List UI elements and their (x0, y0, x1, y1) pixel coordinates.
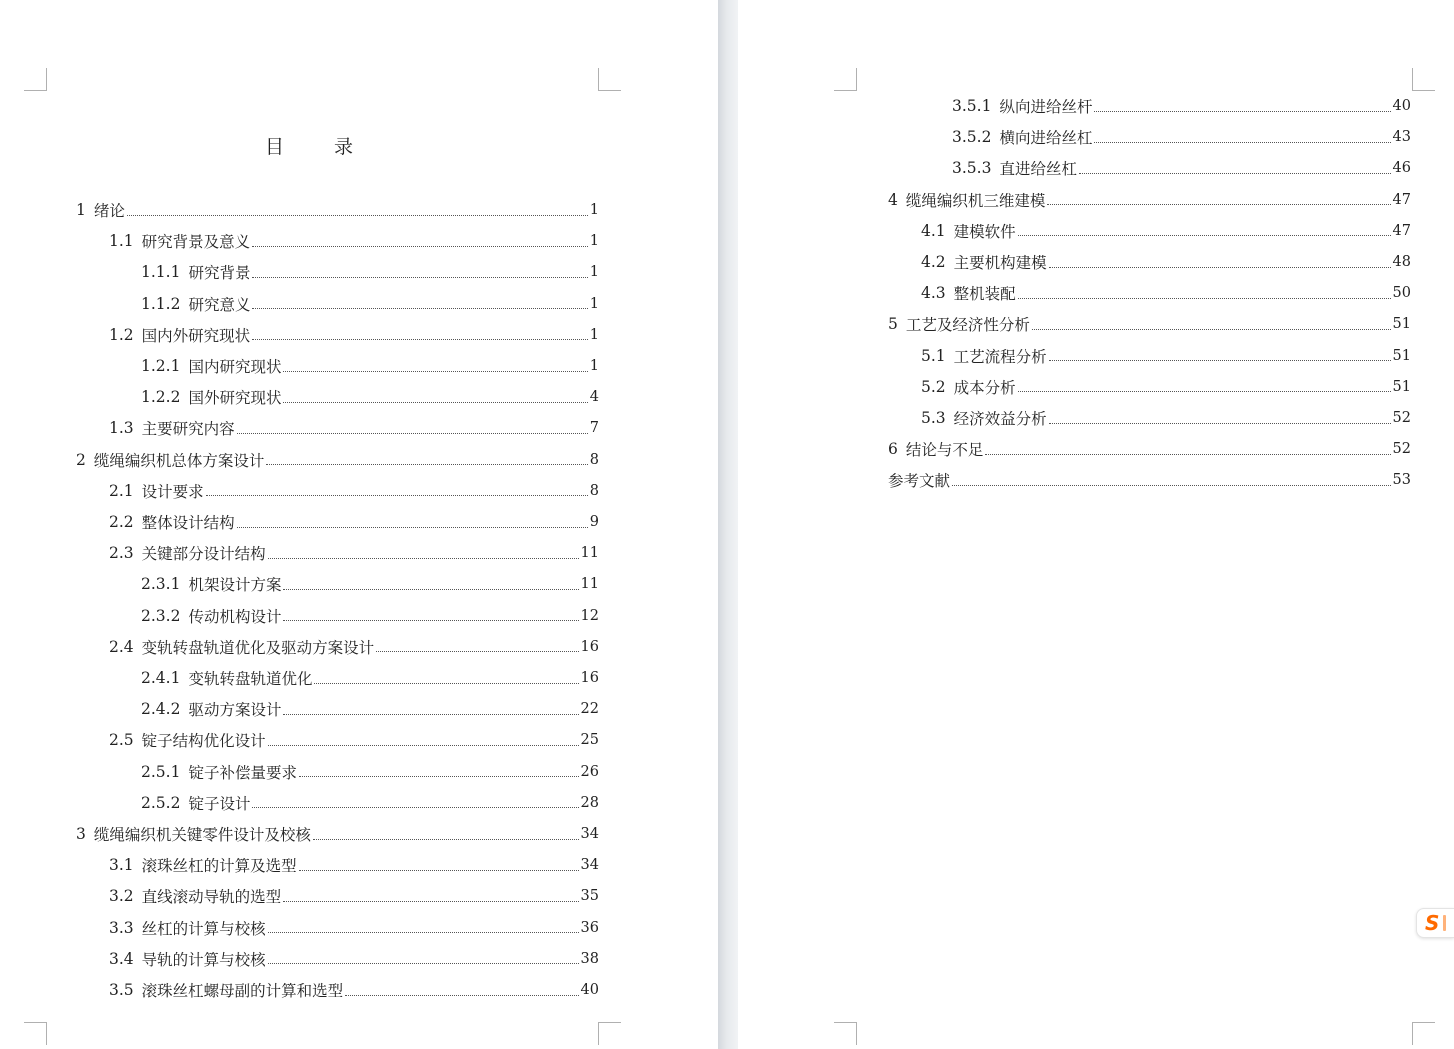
toc-entry-page-number: 52 (1392, 441, 1411, 458)
toc-dot-leader (1018, 235, 1391, 236)
toc-entry[interactable] (141, 257, 599, 287)
toc-entry-label: 驱动方案设计 (188, 701, 282, 720)
toc-entry-page-number: 12 (580, 607, 599, 624)
toc-entry-label: 主要机构建模 (953, 254, 1047, 272)
toc-entry-page-number: 16 (580, 638, 599, 655)
toc-entry-label: 导轨的计算与校核 (141, 950, 266, 969)
sogou-ime-icon: S (1425, 911, 1440, 935)
toc-dot-leader (252, 277, 587, 278)
toc-entry[interactable] (109, 476, 599, 506)
toc-dot-leader (283, 620, 578, 621)
toc-entry-label: 工艺及经济性分析 (905, 316, 1030, 335)
toc-entry-page-number: 46 (1392, 160, 1411, 177)
toc-entry[interactable] (921, 247, 1411, 277)
toc-dot-leader (283, 714, 578, 715)
toc-entry[interactable] (76, 445, 599, 475)
toc-entry-page-number: 8 (589, 482, 599, 499)
toc-entry-label: 缆绳编织机三维建模 (905, 191, 1046, 210)
toc-entry[interactable] (141, 601, 599, 631)
toc-dot-leader (1018, 298, 1391, 299)
toc-entry-number: 3.5.2 (952, 128, 992, 147)
toc-dot-leader (1079, 173, 1391, 174)
toc-entry-page-number: 40 (580, 982, 599, 998)
toc-entry-label: 经济效益分析 (953, 410, 1047, 428)
toc-entry-number: 1 (76, 201, 86, 219)
toc-dot-leader (1032, 329, 1391, 330)
toc-entry-number: 5.3 (921, 409, 946, 427)
toc-entry-label: 滚珠丝杠的计算及选型 (141, 857, 297, 876)
toc-entry-label: 设计要求 (141, 482, 204, 501)
toc-entry[interactable] (888, 185, 1411, 215)
toc-entry-number: 2.3 (109, 544, 134, 563)
toc-dot-leader (1094, 111, 1390, 112)
margin-mark-bottom-right (1412, 1022, 1435, 1045)
toc-entry-label: 整体设计结构 (141, 514, 235, 532)
toc-entry[interactable] (109, 632, 599, 662)
toc-entry-page-number: 26 (580, 763, 599, 780)
toc-dot-leader (237, 433, 588, 434)
toc-dot-leader (283, 589, 578, 590)
toc-entry-label: 滚珠丝杠螺母副的计算和选型 (141, 982, 344, 1000)
toc-entry-page-number: 4 (589, 389, 599, 406)
toc-entry-number: 2.3.1 (141, 575, 181, 594)
toc-entry-number: 5 (888, 315, 898, 334)
toc-entry-label: 国内研究现状 (188, 358, 282, 376)
toc-entry-page-number: 51 (1392, 347, 1411, 364)
toc-entry-number: 3.1 (109, 856, 134, 875)
toc-dot-leader (1094, 142, 1390, 143)
toc-entry-number: 4.3 (921, 284, 946, 303)
toc-entry-label: 缆绳编织机总体方案设计 (93, 451, 265, 470)
margin-mark-bottom-right (598, 1022, 621, 1045)
toc-dot-leader (268, 932, 579, 933)
toc-entry-label: 主要研究内容 (141, 420, 235, 439)
toc-dot-leader (1049, 267, 1391, 268)
toc-entry-page-number: 47 (1392, 191, 1411, 208)
toc-entry-label: 整机装配 (953, 285, 1016, 304)
toc-entry-page-number: 50 (1392, 285, 1411, 302)
toc-entry-label: 直进给丝杠 (999, 160, 1077, 179)
toc-entry-label: 成本分析 (953, 378, 1016, 397)
toc-dot-leader (313, 839, 579, 840)
toc-entry[interactable] (109, 320, 599, 350)
toc-entry-page-number: 34 (580, 826, 599, 842)
toc-entry-label: 锭子补偿量要求 (188, 763, 297, 782)
toc-dot-leader (376, 651, 578, 652)
toc-entry-page-number: 40 (1392, 98, 1411, 114)
toc-entry-label: 绪论 (93, 202, 125, 220)
ime-toolbar-button[interactable] (1416, 908, 1454, 938)
toc-entry-label: 工艺流程分析 (953, 347, 1047, 366)
toc-entry-label: 缆绳编织机关键零件设计及校核 (93, 826, 311, 844)
toc-entry-label: 国外研究现状 (188, 389, 282, 408)
toc-entry-label: 锭子结构优化设计 (141, 732, 266, 751)
toc-entry-number: 3.5 (109, 981, 134, 999)
toc-entry[interactable] (141, 289, 599, 319)
toc-entry-number: 3.2 (109, 887, 134, 906)
toc-entry-page-number: 8 (589, 451, 599, 468)
toc-dot-leader (345, 995, 578, 996)
toc-dot-leader (283, 901, 578, 902)
toc-entry[interactable] (141, 757, 599, 787)
toc-entry-label: 丝杠的计算与校核 (141, 919, 266, 938)
toc-entry[interactable] (141, 382, 599, 412)
toc-dot-leader (1047, 204, 1390, 205)
toc-dot-leader (985, 454, 1390, 455)
toc-dot-leader (206, 495, 588, 496)
toc-entry[interactable] (921, 216, 1411, 246)
document-page-left (0, 0, 718, 1049)
toc-dot-leader (1018, 391, 1391, 392)
toc-entry-page-number: 35 (580, 888, 599, 905)
toc-entry[interactable] (952, 122, 1411, 152)
toc-entry-page-number: 53 (1392, 472, 1411, 489)
toc-entry-page-number: 51 (1392, 316, 1411, 333)
margin-mark-top-left (24, 68, 47, 91)
toc-dot-leader (299, 870, 579, 871)
toc-entry-label: 结论与不足 (905, 441, 984, 460)
toc-dot-leader (299, 776, 579, 777)
toc-entry[interactable] (109, 538, 599, 568)
toc-entry-number: 3.3 (109, 918, 134, 937)
toc-entry-label: 机架设计方案 (188, 576, 282, 595)
toc-entry-number: 2.4.2 (141, 700, 181, 719)
toc-entry-page-number: 47 (1392, 222, 1411, 239)
toc-dot-leader (283, 402, 587, 403)
toc-dot-leader (268, 745, 579, 746)
toc-entry-page-number: 28 (580, 794, 599, 811)
toc-entry-number: 1.1.1 (141, 263, 181, 282)
toc-entry-label: 直线滚动导轨的选型 (141, 888, 282, 907)
toc-entry-number: 2.2 (109, 513, 134, 531)
toc-entry-number: 3.5.3 (952, 159, 992, 178)
toc-entry-number: 2.4 (109, 637, 134, 656)
toc-entry-number: 1.2.1 (141, 357, 181, 375)
ime-toolbar-edge (1443, 915, 1446, 931)
toc-entry-label: 研究意义 (188, 295, 251, 314)
toc-dot-leader (252, 246, 588, 247)
toc-entry-page-number: 36 (580, 919, 599, 936)
toc-entry-label: 变轨转盘轨道优化 (188, 670, 313, 688)
toc-entry-page-number: 1 (589, 202, 599, 218)
toc-entry-page-number: 1 (589, 295, 599, 312)
toc-entry-label: 国内外研究现状 (141, 326, 251, 345)
toc-entry-number: 2.1 (109, 481, 134, 500)
toc-entry[interactable] (921, 278, 1411, 308)
toc-entry[interactable] (141, 351, 599, 381)
toc-dot-leader (252, 807, 578, 808)
toc-entry-label: 建模软件 (953, 222, 1016, 241)
toc-entry-number: 2.5.2 (141, 793, 181, 812)
toc-entry-number: 3.5.1 (952, 97, 992, 115)
toc-entry-page-number: 22 (580, 701, 599, 718)
toc-title: 目 录 (264, 136, 376, 158)
toc-entry-number: 5.1 (921, 346, 946, 365)
toc-entry[interactable] (109, 850, 599, 880)
toc-entry[interactable] (109, 507, 599, 537)
toc-entry-number: 2 (76, 450, 86, 469)
toc-entry-page-number: 51 (1392, 378, 1411, 395)
toc-dot-leader (266, 464, 587, 465)
margin-mark-top-left (834, 68, 857, 91)
toc-entry[interactable] (888, 434, 1411, 464)
toc-dot-leader (268, 963, 579, 964)
toc-dot-leader (268, 558, 579, 559)
toc-entry-number: 2.4.1 (141, 669, 181, 687)
toc-entry[interactable] (141, 694, 599, 724)
toc-entry-number: 1.2 (109, 325, 134, 344)
toc-entry-number: 3 (76, 825, 86, 843)
toc-entry-number: 1.1 (109, 232, 134, 251)
toc-entry-number: 4 (888, 190, 898, 209)
toc-entry[interactable] (109, 881, 599, 911)
toc-entry-page-number: 1 (589, 233, 599, 250)
toc-entry[interactable] (141, 663, 599, 693)
toc-entry[interactable] (109, 413, 599, 443)
margin-mark-bottom-left (24, 1022, 47, 1045)
toc-entry-label: 参考文献 (888, 472, 951, 491)
toc-entry-number: 1.2.2 (141, 388, 181, 407)
toc-entry-number: 2.5 (109, 731, 134, 750)
toc-dot-leader (237, 527, 588, 528)
toc-entry[interactable] (888, 309, 1411, 339)
toc-entry-number: 5.2 (921, 377, 946, 396)
toc-dot-leader (252, 308, 587, 309)
toc-entry[interactable] (952, 91, 1411, 121)
margin-mark-top-right (598, 68, 621, 91)
toc-dot-leader (1049, 423, 1391, 424)
toc-entry[interactable] (141, 788, 599, 818)
toc-entry[interactable] (921, 341, 1411, 371)
toc-entry-label: 关键部分设计结构 (141, 545, 266, 564)
toc-entry-page-number: 11 (580, 576, 599, 593)
toc-entry-page-number: 25 (580, 732, 599, 749)
toc-entry-page-number: 7 (589, 420, 599, 437)
toc-entry[interactable] (109, 944, 599, 974)
toc-dot-leader (252, 339, 588, 340)
toc-entry-label: 纵向进给丝杆 (999, 98, 1093, 116)
toc-entry-label: 研究背景 (188, 264, 251, 283)
toc-entry-label: 锭子设计 (188, 794, 251, 813)
toc-entry-page-number: 11 (580, 545, 599, 562)
toc-entry[interactable] (76, 819, 599, 849)
toc-entry-page-number: 38 (580, 950, 599, 967)
toc-dot-leader (314, 683, 578, 684)
toc-entry-number: 6 (888, 440, 898, 459)
toc-entry[interactable] (921, 372, 1411, 402)
toc-entry[interactable] (76, 195, 599, 225)
toc-entry-number: 1.3 (109, 419, 134, 438)
toc-entry-label: 传动机构设计 (188, 607, 282, 626)
toc-entry-page-number: 43 (1392, 129, 1411, 146)
toc-entry-page-number: 52 (1392, 410, 1411, 426)
page-gutter (718, 0, 738, 1049)
toc-dot-leader (283, 371, 587, 372)
toc-dot-leader (1049, 360, 1391, 361)
toc-entry[interactable] (921, 403, 1411, 433)
toc-entry-number: 3.4 (109, 949, 134, 968)
toc-entry-page-number: 1 (589, 326, 599, 343)
toc-entry-page-number: 9 (589, 514, 599, 530)
toc-entry[interactable] (952, 153, 1411, 183)
toc-entry-label: 横向进给丝杠 (999, 129, 1093, 148)
margin-mark-top-right (1412, 68, 1435, 91)
toc-entry-label: 变轨转盘轨道优化及驱动方案设计 (141, 638, 375, 657)
document-page-right (738, 0, 1454, 1049)
toc-entry-number: 2.3.2 (141, 606, 181, 625)
toc-entry-page-number: 34 (580, 857, 599, 874)
toc-entry[interactable] (109, 725, 599, 755)
toc-entry-label: 研究背景及意义 (141, 233, 251, 252)
toc-entry-number: 4.2 (921, 253, 946, 271)
margin-mark-bottom-left (834, 1022, 857, 1045)
toc-entry-number: 4.1 (921, 221, 946, 240)
toc-entry-number: 2.5.1 (141, 762, 181, 781)
toc-entry-page-number: 48 (1392, 254, 1411, 270)
toc-entry-page-number: 1 (589, 264, 599, 281)
toc-entry-number: 1.1.2 (141, 294, 181, 313)
toc-entry[interactable] (109, 226, 599, 256)
toc-entry-page-number: 1 (589, 358, 599, 374)
toc-entry[interactable] (109, 913, 599, 943)
toc-entry-page-number: 16 (580, 670, 599, 686)
toc-entry[interactable] (109, 975, 599, 1005)
toc-entry[interactable] (888, 465, 1411, 495)
toc-dot-leader (952, 485, 1391, 486)
toc-entry[interactable] (141, 569, 599, 599)
toc-dot-leader (127, 215, 588, 216)
